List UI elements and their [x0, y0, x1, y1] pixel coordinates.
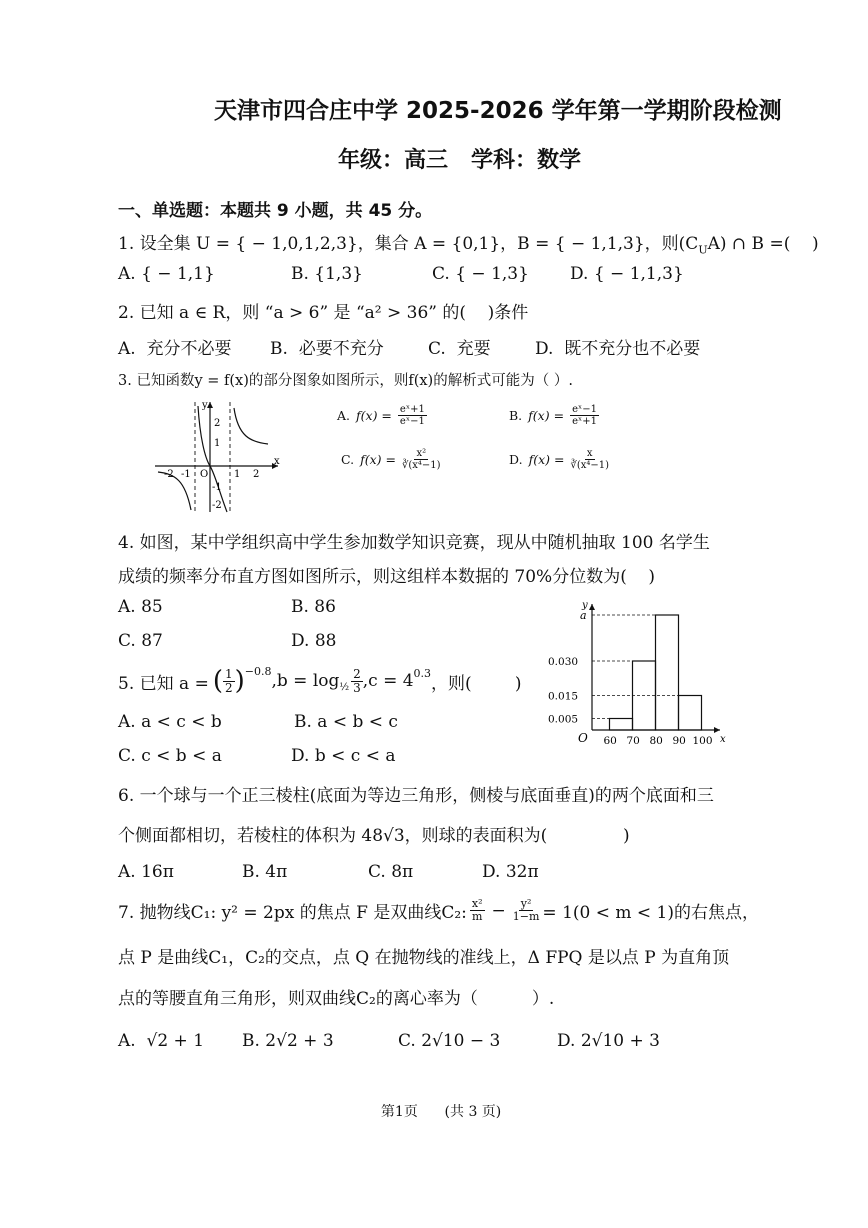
q5-option-d: D. b < c < a	[291, 746, 396, 766]
q7-f1-den: m	[471, 910, 483, 923]
q1-stem-tail: A) ∩ B =( )	[707, 234, 819, 254]
q5-b-den: 3	[353, 680, 361, 695]
q3-option-d-den: ∛(x⁴−1)	[570, 460, 610, 471]
hist-x-label: x	[720, 734, 726, 745]
hist-y-tick-label: 0.005	[548, 713, 579, 726]
q2-option-a: A. 充分不必要	[118, 339, 232, 359]
q2-option-c: C. 充要	[428, 339, 491, 359]
q3-option-b-fraction	[570, 404, 599, 427]
q5-a-power: ( $\frac{1}{2}$ ) $^{-0.8}$	[212, 664, 272, 696]
q3-option-b-den: eˣ+1	[572, 416, 597, 427]
q3-option-c-letter: C.	[341, 452, 355, 467]
question-6-line1: 6. 一个球与一个正三棱柱(底面为等边三角形，侧棱与底面垂直)的两个底面和三	[118, 786, 714, 806]
q5-b-fraction	[351, 668, 363, 695]
q5-c-exponent: 0.3	[413, 666, 432, 680]
q3-option-c-den: ∛(x⁴−1)	[401, 460, 441, 471]
frequency-histogram	[540, 598, 730, 748]
graph-tick-x1: 1	[234, 469, 241, 480]
hist-y-tick-label: 0.030	[548, 656, 579, 668]
q3-option-c	[341, 448, 441, 471]
q1-option-c: C. { − 1,3}	[432, 264, 529, 284]
page-footer	[372, 1085, 501, 1121]
hist-x-arrow	[714, 727, 720, 733]
hist-bar	[679, 696, 702, 731]
section-heading: 一、单选题：本题共 9 小题，共 45 分。	[118, 201, 433, 221]
q7-line1-a: 7. 抛物线C₁: y² = 2px 的焦点 F 是双曲线C₂:	[118, 903, 467, 923]
q7-option-a: A. √2 + 1	[118, 1031, 205, 1051]
q3-option-d-lhs: f(x) =	[528, 452, 565, 467]
q7-fraction-1	[470, 898, 485, 923]
question-2-stem: 2. 已知 a ∈ R，则 “a > 6” 是 “a² > 36” 的( )条件	[118, 303, 529, 323]
graph-tick-ym2: -2	[212, 500, 222, 511]
exam-title: 天津市四合庄中学 2025-2026 学年第一学期阶段检测	[214, 98, 782, 124]
q6-option-d: D. 32π	[482, 862, 539, 882]
question-3-stem: 3. 已知函数y = f(x)的部分图象如图所示，则f(x)的解析式可能为（ ）.	[118, 373, 573, 389]
q3-option-a-lhs: f(x) =	[356, 408, 392, 423]
question-4-line2: 成绩的频率分布直方图如图所示，则这组样本数据的 70%分位数为( )	[118, 567, 656, 587]
q7-fraction-2	[513, 898, 540, 923]
q3-option-d-num: x	[586, 448, 593, 459]
q3-option-d	[509, 448, 609, 471]
graph-tick-y1: 1	[214, 438, 221, 449]
hist-x-tick-label: 80	[649, 735, 663, 747]
question-6-line2: 个侧面都相切，若棱柱的体积为 48√3，则球的表面积为( )	[118, 826, 630, 846]
q5-a-num: 1	[224, 666, 233, 681]
q3-option-d-fraction	[570, 448, 609, 471]
q2-option-b: B. 必要不充分	[270, 339, 384, 359]
q7-option-c: C. 2√10 − 3	[398, 1031, 501, 1051]
q4-option-b: B. 86	[291, 597, 336, 617]
q3-option-a-letter: A.	[337, 408, 351, 423]
q5-option-b: B. a < b < c	[294, 712, 398, 732]
q6-option-a: A. 16π	[118, 862, 174, 882]
q3-function-graph	[150, 398, 290, 516]
q5-b-num: 2	[353, 666, 361, 681]
q3-option-c-num: x²	[416, 448, 427, 459]
graph-y-label: y	[202, 400, 208, 411]
q7-option-b: B. 2√2 + 3	[242, 1031, 334, 1051]
question-4-line1: 4. 如图，某中学组织高中学生参加数学知识竞赛，现从中随机抽取 100 名学生	[118, 533, 710, 553]
exam-subtitle: 年级：高三 学科：数学	[338, 148, 581, 173]
hist-y-tick-label: a	[580, 609, 587, 622]
graph-tick-xm1: -1	[181, 469, 191, 480]
hist-bar	[610, 719, 633, 731]
hist-y-arrow	[589, 604, 595, 610]
q3-option-c-fraction	[402, 448, 441, 471]
hist-x-tick-label: 100	[692, 735, 713, 747]
q3-option-b-num: eˣ−1	[572, 404, 597, 415]
q3-option-b	[509, 404, 599, 427]
q3-option-a-num: eˣ+1	[399, 404, 425, 415]
q3-option-b-lhs: f(x) =	[528, 408, 565, 423]
question-7-line2: 点 P 是曲线C₁，C₂的交点，点 Q 在抛物线的准线上，Δ FPQ 是以点 P 为直角顶	[118, 948, 730, 968]
q3-option-a-den: eˣ−1	[399, 416, 425, 427]
q3-option-b-letter: B.	[509, 408, 523, 423]
hist-x-tick-label: 60	[603, 735, 617, 747]
hist-x-tick-label: 70	[626, 735, 640, 747]
q1-option-b: B. {1,3}	[291, 264, 363, 284]
q6-option-b: B. 4π	[242, 862, 288, 882]
q7-line1-b: = 1(0 < m < 1)的右焦点，	[542, 903, 760, 923]
q1-option-a: A. { − 1,1}	[118, 264, 215, 284]
q3-option-a	[337, 404, 427, 427]
q4-option-d: D. 88	[291, 631, 337, 651]
hist-y-label: y	[582, 600, 588, 611]
q2-option-d: D. 既不充分也不必要	[535, 339, 701, 359]
q5-option-a: A. a < c < b	[118, 712, 222, 732]
q4-option-a: A. 85	[118, 597, 163, 617]
q5-a-exponent: −0.8	[244, 664, 272, 678]
q7-minus: −	[491, 900, 506, 921]
hist-y-tick-label: 0.015	[548, 690, 579, 703]
q5-stem-d: ，则( )	[431, 673, 522, 694]
graph-tick-ym1: -1	[212, 482, 222, 493]
q7-f1-num: x²	[471, 897, 483, 910]
page-total: (共 3 页)	[444, 1104, 502, 1120]
q5-stem-a: 5. 已知 a =	[118, 673, 209, 694]
q4-option-c: C. 87	[118, 631, 163, 651]
q1-stem-sub: U	[698, 243, 708, 257]
graph-tick-xm2: -2	[164, 469, 174, 480]
question-7-line1	[118, 898, 759, 923]
q6-option-c: C. 8π	[368, 862, 414, 882]
q7-option-d: D. 2√10 + 3	[557, 1031, 660, 1051]
hist-x-tick-label: 90	[672, 735, 686, 747]
q3-option-d-letter: D.	[509, 452, 523, 467]
q5-stem-c: ,c = 4	[362, 671, 414, 691]
hist-bar	[656, 615, 679, 730]
q5-a-den: 2	[224, 680, 233, 695]
q1-option-d: D. { − 1,1,3}	[570, 264, 684, 284]
q5-log-base: ½	[339, 681, 350, 693]
hist-origin-label: O	[578, 731, 588, 745]
q5-option-c: C. c < b < a	[118, 746, 222, 766]
q3-option-a-fraction	[398, 404, 427, 427]
q5-stem-b: ,b = log	[271, 671, 340, 691]
page-number: 第1页	[380, 1104, 418, 1120]
graph-origin-label: O	[200, 469, 209, 480]
q3-option-c-lhs: f(x) =	[360, 452, 396, 467]
graph-tick-y2: 2	[214, 418, 221, 429]
question-5-stem	[118, 666, 522, 696]
q1-stem-text: 1. 设全集 U = { − 1,0,1,2,3}，集合 A = {0,1}，B = { − 1,1,3}，则(C	[118, 234, 699, 254]
q5-a-fraction	[223, 668, 235, 695]
q7-f2-num: y²	[520, 897, 532, 910]
q7-f2-den: 1−m	[512, 910, 540, 923]
graph-x-label: x	[274, 456, 280, 467]
question-7-line3: 点的等腰直角三角形，则双曲线C₂的离心率为（ ）.	[118, 989, 555, 1009]
question-1-stem	[118, 229, 819, 256]
graph-tick-x2: 2	[253, 469, 260, 480]
